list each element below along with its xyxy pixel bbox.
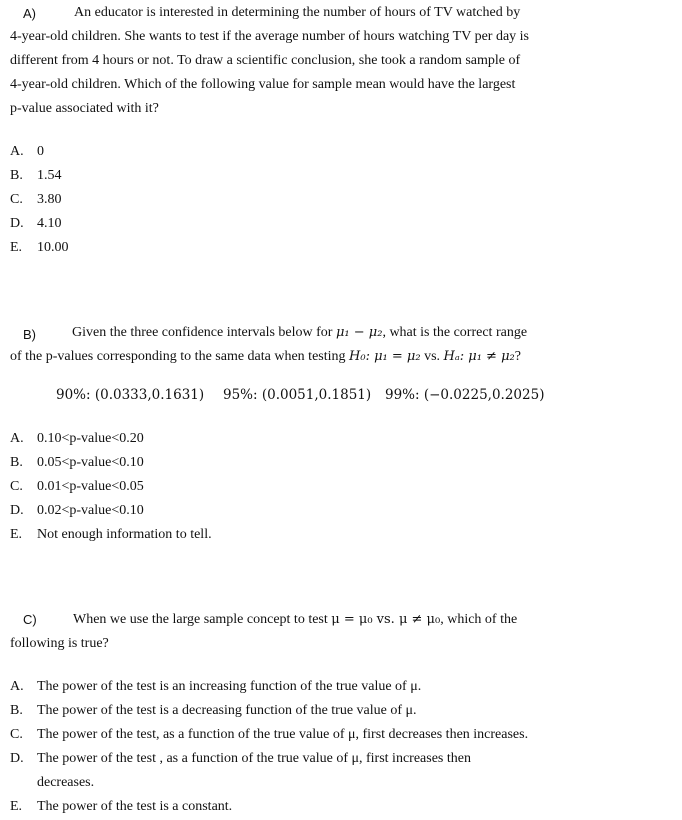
confidence-interval-95: 95%: (0.0051,0.1851) xyxy=(223,387,372,403)
question-c-line-2: following is true? xyxy=(10,636,109,651)
question-c-option-b[interactable] xyxy=(10,703,417,719)
question-c-option-d[interactable] xyxy=(10,751,471,767)
option-letter: E. xyxy=(10,799,23,814)
option-letter: C. xyxy=(10,192,23,207)
option-letter: B. xyxy=(10,455,23,470)
question-b-label: B) xyxy=(23,327,36,342)
question-b-text: Given the three confidence intervals below for xyxy=(72,325,336,340)
option-letter: C. xyxy=(10,727,23,742)
confidence-interval-90: 90%: (0.0333,0.1631) xyxy=(56,387,205,403)
option-text: 0.02<p-value<0.10 xyxy=(37,503,144,518)
confidence-interval-99: 99%: (−0.0225,0.2025) xyxy=(385,387,545,403)
option-text: 4.10 xyxy=(37,216,62,231)
option-letter: A. xyxy=(10,431,24,446)
option-letter: A. xyxy=(10,679,24,694)
option-text: The power of the test is a decreasing function of the true value of μ. xyxy=(37,703,417,718)
question-b-null-hypothesis: H₀: μ₁ = μ₂ xyxy=(349,349,421,364)
option-text: The power of the test is an increasing function of the true value of μ. xyxy=(37,679,422,694)
question-c-hypotheses: μ = μ₀ vs. μ ≠ μ₀ xyxy=(331,612,441,627)
option-text: Not enough information to tell. xyxy=(37,527,212,542)
question-c-text-end: , which of the xyxy=(440,612,518,627)
option-text: 0.10<p-value<0.20 xyxy=(37,431,144,446)
option-text: 0.05<p-value<0.10 xyxy=(37,455,144,470)
option-letter: D. xyxy=(10,751,24,766)
question-b-question-mark: ? xyxy=(514,349,521,364)
question-a-line-2: 4-year-old children. She wants to test if the average number of hours watching TV per day is xyxy=(10,29,529,44)
option-letter: B. xyxy=(10,168,23,183)
question-c-option-a[interactable] xyxy=(10,679,421,695)
question-c-text: When we use the large sample concept to test xyxy=(73,612,332,627)
question-c-line-1 xyxy=(73,612,517,628)
option-letter: E. xyxy=(10,527,23,542)
option-letter: E. xyxy=(10,240,23,255)
option-text: 1.54 xyxy=(37,168,62,183)
question-a-option-b[interactable] xyxy=(10,168,62,184)
question-b-line-1 xyxy=(72,325,527,341)
option-text: The power of the test , as a function of the true value of μ, first increases then xyxy=(37,751,471,766)
question-a-option-e[interactable] xyxy=(10,240,69,256)
question-c-option-c[interactable] xyxy=(10,727,528,743)
option-text: decreases. xyxy=(37,775,95,790)
question-a-option-a[interactable] xyxy=(10,144,44,160)
option-text: The power of the test, as a function of the true value of μ, first decreases then increases. xyxy=(37,727,529,742)
question-a-line-3: different from 4 hours or not. To draw a scientific conclusion, she took a random sample of xyxy=(10,53,521,68)
question-b-option-e[interactable] xyxy=(10,527,212,543)
option-text: 3.80 xyxy=(37,192,62,207)
question-b-text: of the p-values corresponding to the same data when testing xyxy=(10,349,350,364)
question-b-option-c[interactable] xyxy=(10,479,144,495)
option-letter: C. xyxy=(10,479,23,494)
option-text: 0 xyxy=(37,144,44,159)
question-a-line-5: p-value associated with it? xyxy=(10,101,159,116)
question-a-line-1: An educator is interested in determining the number of hours of TV watched by xyxy=(74,5,521,20)
question-b-option-d[interactable] xyxy=(10,503,144,519)
option-letter: D. xyxy=(10,503,24,518)
question-c-label: C) xyxy=(23,612,37,627)
question-a-line-4: 4-year-old children. Which of the following value for sample mean would have the largest xyxy=(10,77,516,92)
question-b-line-2 xyxy=(10,349,521,365)
question-a-label: A) xyxy=(23,6,36,21)
option-text: 0.01<p-value<0.05 xyxy=(37,479,144,494)
question-b-vs: vs. xyxy=(420,349,444,364)
option-text: 10.00 xyxy=(37,240,69,255)
question-c-option-d-continued xyxy=(10,775,94,791)
question-a-option-d[interactable] xyxy=(10,216,62,232)
option-letter: D. xyxy=(10,216,24,231)
option-text: The power of the test is a constant. xyxy=(37,799,233,814)
question-b-option-a[interactable] xyxy=(10,431,144,447)
question-a-option-c[interactable] xyxy=(10,192,62,208)
option-letter: A. xyxy=(10,144,24,159)
question-b-alt-hypothesis: Hₐ: μ₁ ≠ μ₂ xyxy=(443,349,515,364)
option-letter: B. xyxy=(10,703,23,718)
question-b-option-b[interactable] xyxy=(10,455,144,471)
question-c-option-e[interactable] xyxy=(10,799,232,815)
question-b-math-difference: μ₁ − μ₂ xyxy=(335,325,383,340)
question-b-text-end: , what is the correct range xyxy=(382,325,528,340)
